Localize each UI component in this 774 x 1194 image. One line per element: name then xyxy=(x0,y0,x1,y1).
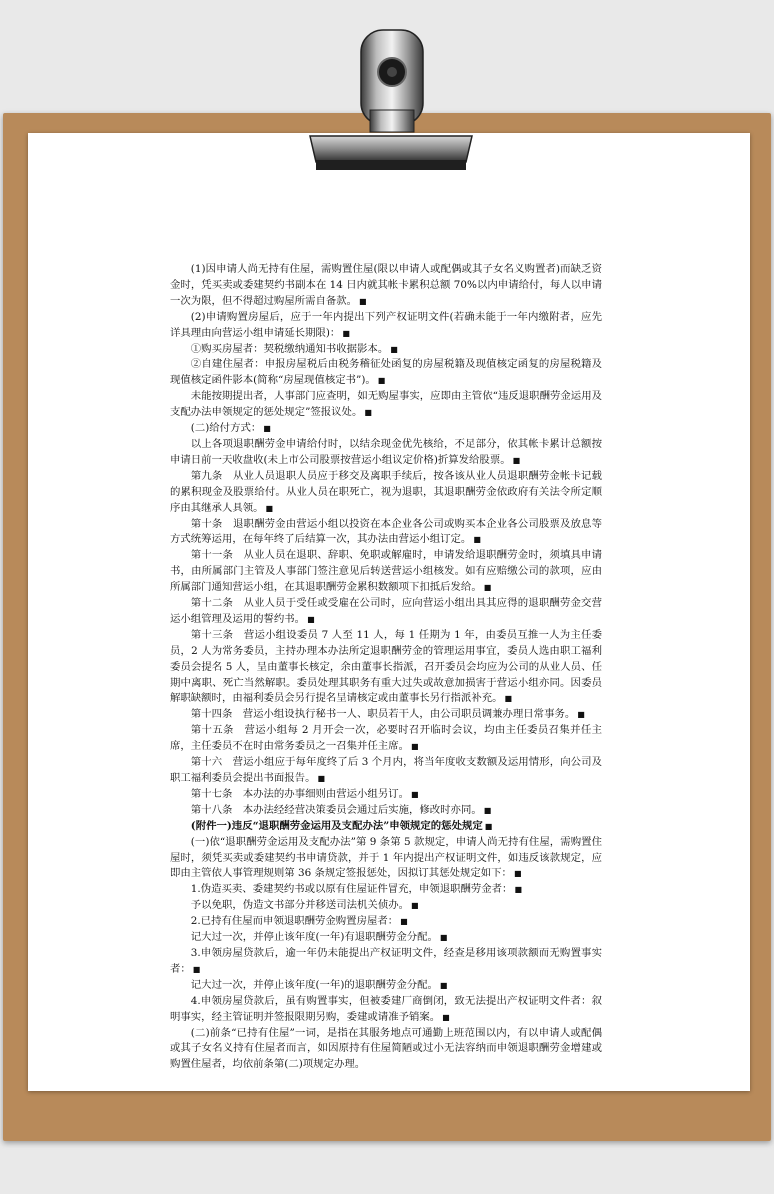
end-mark-icon: ■ xyxy=(192,964,201,974)
end-mark-icon: ■ xyxy=(410,742,419,752)
paragraph-text: (一)依“退职酬劳金运用及支配办法”第 9 条第 5 款规定，申请人尚无持有住屋，需购置住屋时，须凭买卖或委建契约书申请贷款，并于 1 年内提出产权证明文件，如违反该款规定，应即由主管依人事管理规则第 36 条规定签报惩处，因拟订其惩处规定如下： xyxy=(170,835,602,880)
paragraph xyxy=(170,1026,602,1074)
end-mark-icon: ■ xyxy=(400,917,408,927)
paragraph xyxy=(170,469,602,517)
paragraph-text: ①购买房屋者：契税缴纳通知书收据影本。 xyxy=(190,342,389,355)
end-mark-icon: ■ xyxy=(439,933,448,943)
paragraph-text: 记大过一次，并停止该年度(一年)有退职酬劳金分配。 xyxy=(190,931,438,944)
end-mark-icon: ■ xyxy=(484,821,493,831)
end-mark-icon: ■ xyxy=(263,424,271,434)
paragraph xyxy=(170,707,602,723)
end-mark-icon: ■ xyxy=(359,296,367,306)
paragraph-text: 记大过一次，并停止该年度(一年)的退职酬劳金分配。 xyxy=(190,978,438,991)
paragraph-text: 1.伪造买卖、委建契约书或以原有住屋证件冒充，申领退职酬劳金者： xyxy=(190,883,513,896)
end-mark-icon: ■ xyxy=(342,328,350,338)
paragraph-text: (二)给付方式： xyxy=(190,422,262,435)
end-mark-icon: ■ xyxy=(504,694,513,704)
paragraph-text: 第十四条 营运小组设执行秘书一人、职员若干人，由公司职员调兼办理日常事务。 xyxy=(190,708,576,721)
paragraph xyxy=(170,882,602,898)
paragraph-text: 第十二条 从业人员于受任或受雇在公司时，应向营运小组出具其应得的退职酬劳金交营运小组管理及运用的誓约书。 xyxy=(170,597,602,625)
end-mark-icon: ■ xyxy=(377,376,386,386)
end-mark-icon: ■ xyxy=(577,710,585,720)
paragraph-text: 2.已持有住屋而申领退职酬劳金购置房屋者： xyxy=(190,915,399,928)
paragraph xyxy=(170,421,602,437)
document-body xyxy=(170,262,602,1073)
paragraph xyxy=(170,262,602,310)
end-mark-icon: ■ xyxy=(483,583,492,593)
paragraph-text: 第十三条 营运小组设委员 7 人至 11 人，每 1 任期为 1 年，由委员互推一人为主任委员，2 人为常务委员，主持办理本办法所定退职酬劳金的管理运用事宜，委员人选由职工福利委员会提名 5 人，呈由董事长核定，余由董事长指派，召开委员会均应为公司的从业人员、任期中离职、死亡当然解职。委员处理其职务有重大过失或故意加损害于营运小组亦同。因委员解职缺额时，由福利委员会另行提名呈请核定或由董事长另行指派补充。 xyxy=(170,628,602,705)
paragraph xyxy=(170,978,602,994)
paragraph-text: 3.申领房屋贷款后，逾一年仍未能提出产权证明文件，经查是移用该项款额而无购置事实者： xyxy=(170,946,602,975)
paragraph xyxy=(170,835,602,883)
end-mark-icon: ■ xyxy=(411,901,419,911)
paragraph-text: 第十七条 本办法的办事细则由营运小组另订。 xyxy=(190,787,409,800)
paragraph-text: 第九条 从业人员退职人员应于移交及离职手续后，按各该从业人员退职酬劳金帐卡记载的累积现金及股票给付。从业人员在职死亡，视为退职，其退职酬劳金依政府有关法令所定顺序由其继承人具领。 xyxy=(170,469,602,514)
paragraph xyxy=(170,946,602,978)
paragraph xyxy=(170,628,602,708)
end-mark-icon: ■ xyxy=(364,408,372,418)
paragraph xyxy=(170,755,602,787)
paragraph-text: (1)因申请人尚无持有住屋，需购置住屋(限以申请人或配偶或其子女名义购置者)而缺乏资金时，凭买卖或委建契约书副本在 14 日内就其帐卡累积总额 70%以内申请给付，每人以申请一次为限，但不得超过购屋所需自备款。 xyxy=(170,263,602,307)
end-mark-icon: ■ xyxy=(265,503,274,513)
binder-clip-icon xyxy=(306,28,476,178)
paragraph xyxy=(170,898,602,914)
paragraph xyxy=(170,930,602,946)
paragraph-text: 以上各项退职酬劳金申请给付时，以结余现金优先核给，不足部分，依其帐卡累计总额按申请日前一天收盘收(未上市公司股票按营运小组议定价格)折算发给股票。 xyxy=(170,437,602,466)
end-mark-icon: ■ xyxy=(514,885,522,895)
paragraph xyxy=(170,787,602,803)
paragraph xyxy=(170,914,602,930)
paragraph-text: 第十一条 从业人员在退职、辞职、免职或解雇时，申请发给退职酬劳金时，须填具申请书，由所属部门主管及人事部门签注意见后转送营运小组核发。如有应赔缴公司的款项，应由所属部门通知营运小组，在其退职酬劳金累积数额项下扣抵后发给。 xyxy=(170,549,602,594)
paragraph xyxy=(170,596,602,628)
paragraph-text: (2)申请购置房屋后，应于一年内提出下列产权证明文件(若确未能于一年内缴附者，应先详具理由向营运小组申请延长期限)： xyxy=(170,310,602,339)
paragraph-text: 未能按期提出者，人事部门应查明，如无购屋事实，应即由主管依“违反退职酬劳金运用及支配办法申领规定的惩处规定”签报议处。 xyxy=(170,390,602,419)
paragraph xyxy=(170,389,602,421)
paragraph-text: 第十五条 营运小组每 2 月开会一次，必要时召开临时会议，均由主任委员召集并任主席，主任委员不在时由常务委员之一召集并任主席。 xyxy=(170,724,602,753)
paragraph xyxy=(170,437,602,469)
paragraph xyxy=(170,517,602,549)
paragraph-text: 第十八条 本办法经经营决策委员会通过后实施，修改时亦同。 xyxy=(190,803,482,816)
paragraph-text: (二)前条“已持有住屋”一词，是指在其服务地点可通勤上班范围以内，有以申请人或配偶或其子女名义持有住屋者而言，如因原持有住屋简陋或过小无法容纳而申领退职酬劳金增建或购置住屋者，均依前条第(二)项规定办理。 xyxy=(170,1026,602,1071)
end-mark-icon: ■ xyxy=(411,789,419,799)
paragraph-text: 4.申领房屋贷款后，虽有购置事实，但被委建厂商倒闭，致无法提出产权证明文件者：叙明事实，经主管证明并签报限期另购，委建或请准予销案。 xyxy=(170,994,602,1023)
paragraph xyxy=(170,819,602,835)
end-mark-icon: ■ xyxy=(473,535,481,545)
paragraph xyxy=(170,723,602,755)
paragraph xyxy=(170,310,602,342)
end-mark-icon: ■ xyxy=(307,614,315,624)
end-mark-icon: ■ xyxy=(439,980,448,990)
end-mark-icon: ■ xyxy=(442,1012,450,1022)
paragraph xyxy=(170,994,602,1026)
paragraph xyxy=(170,342,602,358)
end-mark-icon: ■ xyxy=(512,455,521,465)
paragraph-text: 第十六 营运小组应于每年度终了后 3 个月内，将当年度收支数额及运用情形，向公司及职工福利委员会提出书面报告。 xyxy=(170,756,602,784)
paragraph xyxy=(170,548,602,596)
end-mark-icon: ■ xyxy=(317,774,326,783)
paragraph-text: 第十条 退职酬劳金由营运小组以投资在本企业各公司或购买本企业各公司股票及放息等方式统筹运用，在每年终了后结算一次，其办法由营运小组订定。 xyxy=(170,517,602,546)
paragraph-text: 予以免职，伪造文书部分并移送司法机关侦办。 xyxy=(190,899,409,912)
end-mark-icon: ■ xyxy=(390,344,398,354)
end-mark-icon: ■ xyxy=(483,805,492,815)
paragraph-text: ②自建住屋者：申报房屋税后由税务稽征处函复的房屋税籍及现值核定函复的房屋税籍及现值核定函件影本(简称“房屋现值核定书”)。 xyxy=(170,358,602,387)
paragraph xyxy=(170,803,602,819)
paragraph-text: (附件一)违反“退职酬劳金运用及支配办法”申领规定的惩处规定 xyxy=(190,819,483,832)
end-mark-icon: ■ xyxy=(513,869,522,879)
paragraph xyxy=(170,357,602,389)
